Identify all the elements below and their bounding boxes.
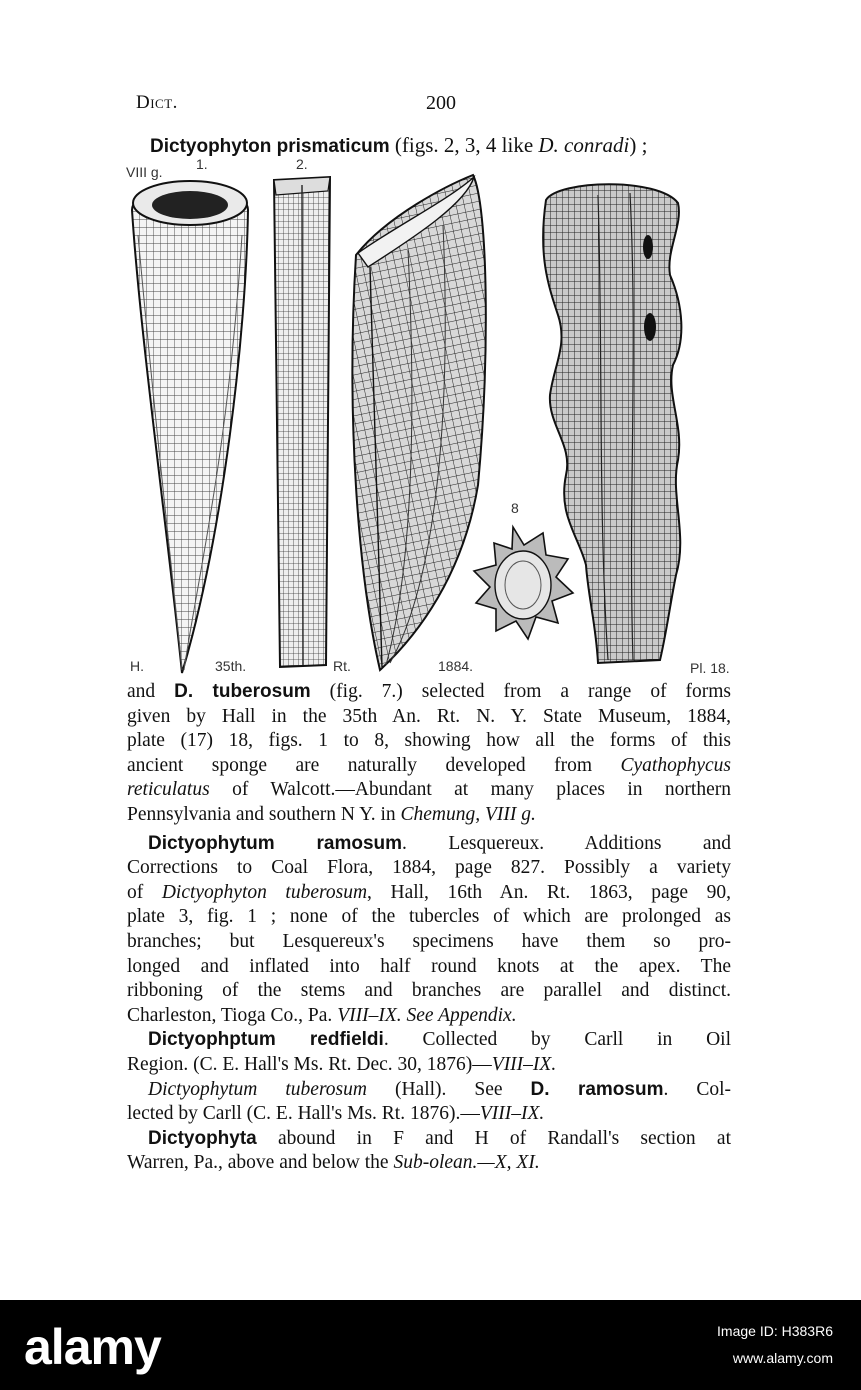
image-id: Image ID: H383R6: [717, 1323, 833, 1339]
figure-8-cross-section: [474, 527, 573, 639]
text-line: lected by Carll (C. E. Hall's Ms. Rt. 1876).—VIII–IX.: [127, 1103, 545, 1125]
text-line: Corrections to Coal Flora, 1884, page 827. Possibly a variety: [127, 857, 731, 879]
text-line: Charleston, Tioga Co., Pa. VIII–IX. See Appendix.: [127, 1004, 517, 1026]
label-fig-8: 8: [511, 500, 519, 516]
site-url: www.alamy.com: [732, 1350, 833, 1366]
label-fig-2: 2.: [296, 156, 308, 172]
text-line: reticulatus of Walcott.—Abundant at many places in northern: [127, 779, 731, 801]
text-line: longed and inflated into half round knots at the apex. The: [127, 955, 731, 977]
text-line: Dictyophytum ramosum. Lesquereux. Additions and: [148, 832, 731, 854]
text-line: Region. (C. E. Hall's Ms. Rt. Dec. 30, 1876)—VIII–IX.: [127, 1053, 557, 1075]
text-line: Dictyophptum redfieldi. Collected by Carll in Oil: [148, 1029, 731, 1051]
text-line: Dictyophyta abound in F and H of Randall's section at: [148, 1127, 731, 1149]
text-line: Pennsylvania and southern N Y. in Chemung, VIII g.: [127, 803, 536, 825]
title-paren-italic: D. conradi: [538, 133, 630, 157]
label-rt: Rt.: [333, 658, 351, 674]
label-pl-18: Pl. 18.: [690, 660, 730, 676]
term-dictyophyta: Dictyophyta: [148, 1127, 257, 1149]
entry-body: [127, 680, 731, 1176]
term-dictyophptum-redfieldi: Dictyophptum redfieldi: [148, 1029, 384, 1051]
text-line: branches; but Lesquereux's specimens have them so pro-: [127, 930, 731, 952]
label-35th: 35th.: [215, 658, 247, 674]
text-line: given by Hall in the 35th An. Rt. N. Y. State Museum, 1884,: [127, 705, 731, 727]
figure-3-flattened: [352, 175, 485, 670]
text-line: Warren, Pa., above and below the Sub-olean.—X, XI.: [127, 1152, 540, 1174]
title-name: Dictyophyton prismaticum: [150, 136, 390, 157]
term-d-tuberosum: D. tuberosum: [174, 681, 311, 702]
text-line: of Dictyophyton tuberosum, Hall, 16th An. Rt. 1863, page 90,: [127, 881, 731, 903]
text-line: Dictyophytum tuberosum (Hall). See D. ramosum. Col-: [148, 1078, 731, 1100]
label-fig-1: 1.: [196, 156, 208, 172]
text-line: and D. tuberosum (fig. 7.) selected from a range of forms: [127, 681, 732, 702]
label-h: H.: [130, 658, 144, 674]
title-paren-start: (figs. 2, 3, 4 like: [389, 133, 539, 157]
label-1884: 1884.: [438, 658, 474, 674]
text-line: ancient sponge are naturally developed from Cyathophycus: [127, 754, 731, 776]
label-viii-g: VIII g.: [126, 164, 163, 180]
plate-svg: [118, 155, 746, 680]
text-line: plate (17) 18, figs. 1 to 8, showing how all the forms of this: [127, 730, 731, 752]
text-line: ribboning of the stems and branches are parallel and distinct.: [127, 980, 731, 1002]
page-number: 200: [426, 92, 456, 114]
figure-2-prism: [274, 177, 330, 667]
term-d-ramosum: D. ramosum: [530, 1078, 664, 1100]
figure-1-cone: [132, 181, 248, 673]
title-paren-end: ) ;: [629, 133, 648, 157]
text-line: plate 3, fig. 1 ; none of the tubercles of which are prolonged as: [127, 906, 731, 928]
running-head: Dict.: [136, 92, 178, 113]
alamy-logo: alamy: [24, 1319, 161, 1375]
term-dictyophytum-ramosum: Dictyophytum ramosum: [148, 832, 403, 854]
fossil-plate-illustration: [118, 155, 746, 680]
